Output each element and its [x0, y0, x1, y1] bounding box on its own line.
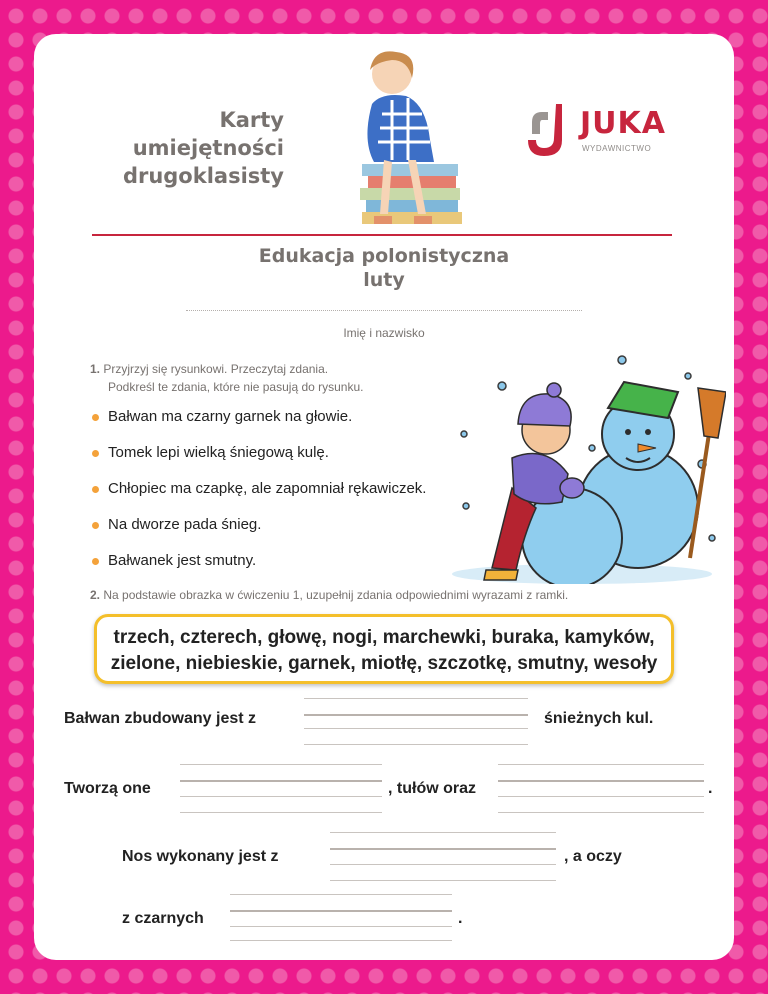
sentence-2-middle: , tułów oraz	[388, 780, 476, 797]
logo-mark-icon	[522, 100, 574, 160]
sentence-item[interactable]: Bałwan ma czarny garnek na głowie.	[90, 408, 450, 444]
word-bank-line-2: zielone, niebieskie, garnek, miotłę, szczotkę, smutny, wesoły	[110, 653, 658, 674]
word-bank-line-1: trzech, czterech, głowę, nogi, marchewki, buraka, kamyków,	[113, 627, 655, 648]
girl-on-books-illustration	[322, 44, 482, 234]
subject-line-1: Edukacja polonistyczna	[258, 245, 510, 267]
sentence-item[interactable]: Bałwanek jest smutny.	[90, 552, 450, 588]
sentence-1-end: śnieżnych kul.	[544, 710, 654, 727]
subject-heading	[234, 244, 534, 292]
subject-line-2: luty	[363, 269, 405, 291]
sentence-2-start: Tworzą one	[64, 780, 151, 797]
blank-input-4[interactable]	[330, 832, 556, 882]
title-line-3: drugoklasisty	[122, 164, 284, 188]
task-2-instruction	[90, 586, 710, 604]
sentence-4-end: .	[458, 910, 463, 927]
word-bank-box	[94, 614, 674, 684]
sentence-2-end: .	[708, 780, 713, 797]
blank-input-1[interactable]	[304, 698, 528, 748]
sentence-item[interactable]: Tomek lepi wielką śniegową kulę.	[90, 444, 450, 480]
sentence-1-start: Bałwan zbudowany jest z	[64, 710, 257, 727]
task-1-line-1: Przyjrzyj się rysunkowi. Przeczytaj zdania.	[103, 362, 329, 376]
worksheet-page	[34, 34, 734, 960]
task-1-line-2: Podkreśl te zdania, które nie pasują do rysunku.	[108, 380, 364, 394]
sentence-4-start: z czarnych	[122, 910, 204, 927]
snowman-boy-illustration	[442, 348, 726, 584]
sentence-item[interactable]: Chłopiec ma czapkę, ale zapomniał rękawiczek.	[90, 480, 450, 516]
blank-input-3[interactable]	[498, 764, 704, 814]
task-1-number: 1.	[90, 362, 101, 376]
header-divider	[92, 234, 672, 236]
name-input-line[interactable]	[186, 310, 582, 311]
title-line-1: Karty	[219, 108, 284, 132]
publisher-logo	[522, 100, 682, 160]
task-2-text: Na podstawie obrazka w ćwiczeniu 1, uzupełnij zdania odpowiednimi wyrazami z ramki.	[103, 588, 569, 602]
task-1-sentence-list	[90, 408, 450, 588]
sentence-item[interactable]: Na dworze pada śnieg.	[90, 516, 450, 552]
name-label: Imię i nazwisko	[343, 326, 425, 340]
worksheet-title	[94, 106, 284, 190]
title-line-2: umiejętności	[132, 136, 284, 160]
task-2-number: 2.	[90, 588, 101, 602]
blank-input-2[interactable]	[180, 764, 382, 814]
task-1-instruction	[90, 360, 450, 396]
blank-input-5[interactable]	[230, 894, 452, 944]
logo-subtitle: WYDAWNICTWO	[582, 144, 652, 153]
logo-name: JUKA	[580, 106, 666, 141]
sentence-3-start: Nos wykonany jest z	[122, 848, 279, 865]
sentence-3-end: , a oczy	[564, 848, 622, 865]
